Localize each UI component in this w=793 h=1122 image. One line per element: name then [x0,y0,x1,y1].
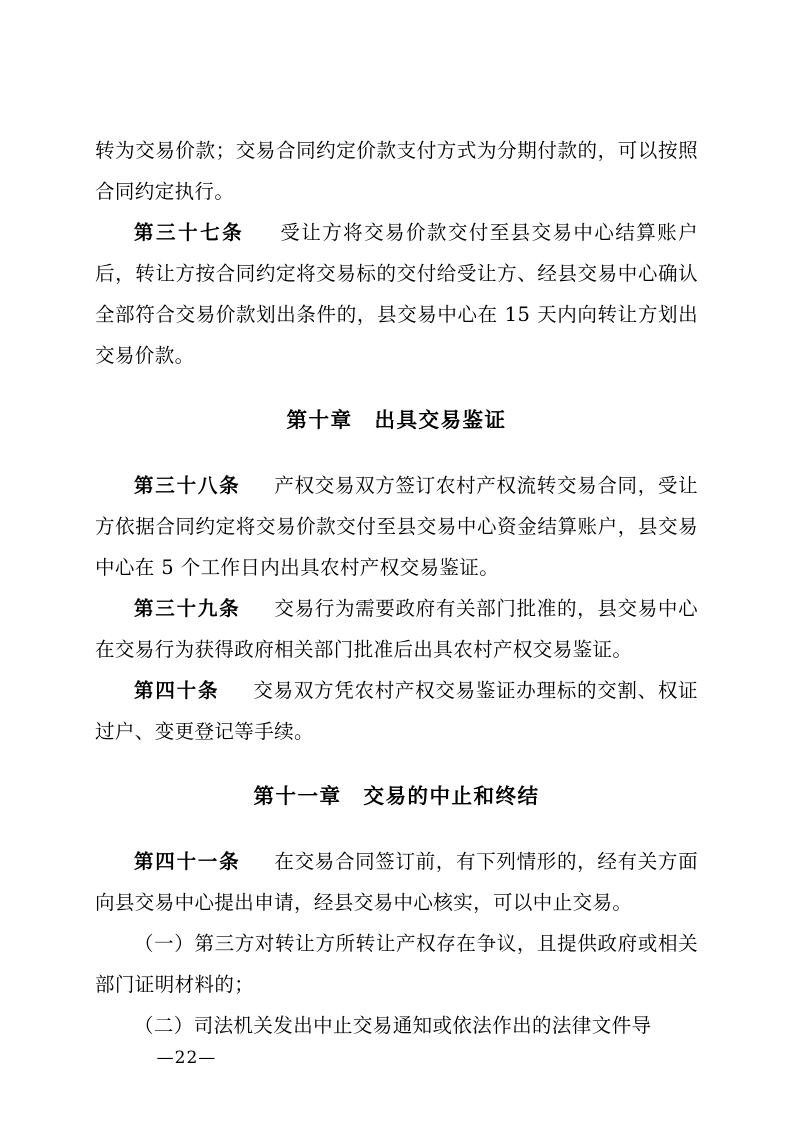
paragraph-text: （一）第三方对转让方所转让产权存在争议，且提供政府或相关部门证明材料的； [95,932,698,996]
article-38 [95,465,698,588]
document-body [95,130,698,1046]
article-label: 第三十八条 [134,474,241,497]
article-label: 第三十七条 [134,221,245,244]
chapter-heading-11: 第十一章 交易的中止和终结 [253,784,540,808]
article-label: 第四十一条 [134,850,241,873]
paragraph-text: 在交易合同签订前，有下列情形的，经有关方面向县交易中心提出申请，经县交易中心核实，可以中止交易。 [95,850,698,914]
article-41-item-2 [95,1005,698,1046]
paragraph-text: 交易双方凭农村产权交易鉴证办理标的交割、权证过户、变更登记等手续。 [95,679,698,743]
article-41 [95,841,698,923]
article-label: 第四十条 [134,679,220,702]
chapter-heading-10: 第十章 出具交易鉴证 [286,408,507,432]
page-footer [0,1048,793,1068]
spacer [95,752,698,776]
paragraph-continuation [95,130,698,212]
paragraph-text: 产权交易双方签订农村产权流转交易合同，受让方依据合同约定将交易价款交付至县交易中心资金结算账户，县交易中心在 5 个工作日内出具农村产权交易鉴证。 [95,474,698,579]
spacer [95,817,698,841]
article-40 [95,670,698,752]
article-39 [95,588,698,670]
article-41-item-1 [95,923,698,1005]
spacer [95,441,698,465]
paragraph-text: 受让方将交易价款交付至县交易中心结算账户后，转让方按合同约定将交易标的交付给受让方、经县交易中心确认全部符合交易价款划出条件的，县交易中心在 15 天内向转让方划出交易价款。 [95,221,698,367]
article-label: 第三十九条 [134,597,241,620]
paragraph-text: 交易行为需要政府有关部门批准的，县交易中心在交易行为获得政府相关部门批准后出具农村产权交易鉴证。 [95,597,698,661]
paragraph-text: 转为交易价款；交易合同约定价款支付方式为分期付款的，可以按照合同约定执行。 [95,139,698,203]
spacer [95,376,698,400]
paragraph-text: （二）司法机关发出中止交易通知或依法作出的法律文件导 [134,1014,652,1037]
page-number: —22— [156,1048,217,1068]
article-37 [95,212,698,376]
